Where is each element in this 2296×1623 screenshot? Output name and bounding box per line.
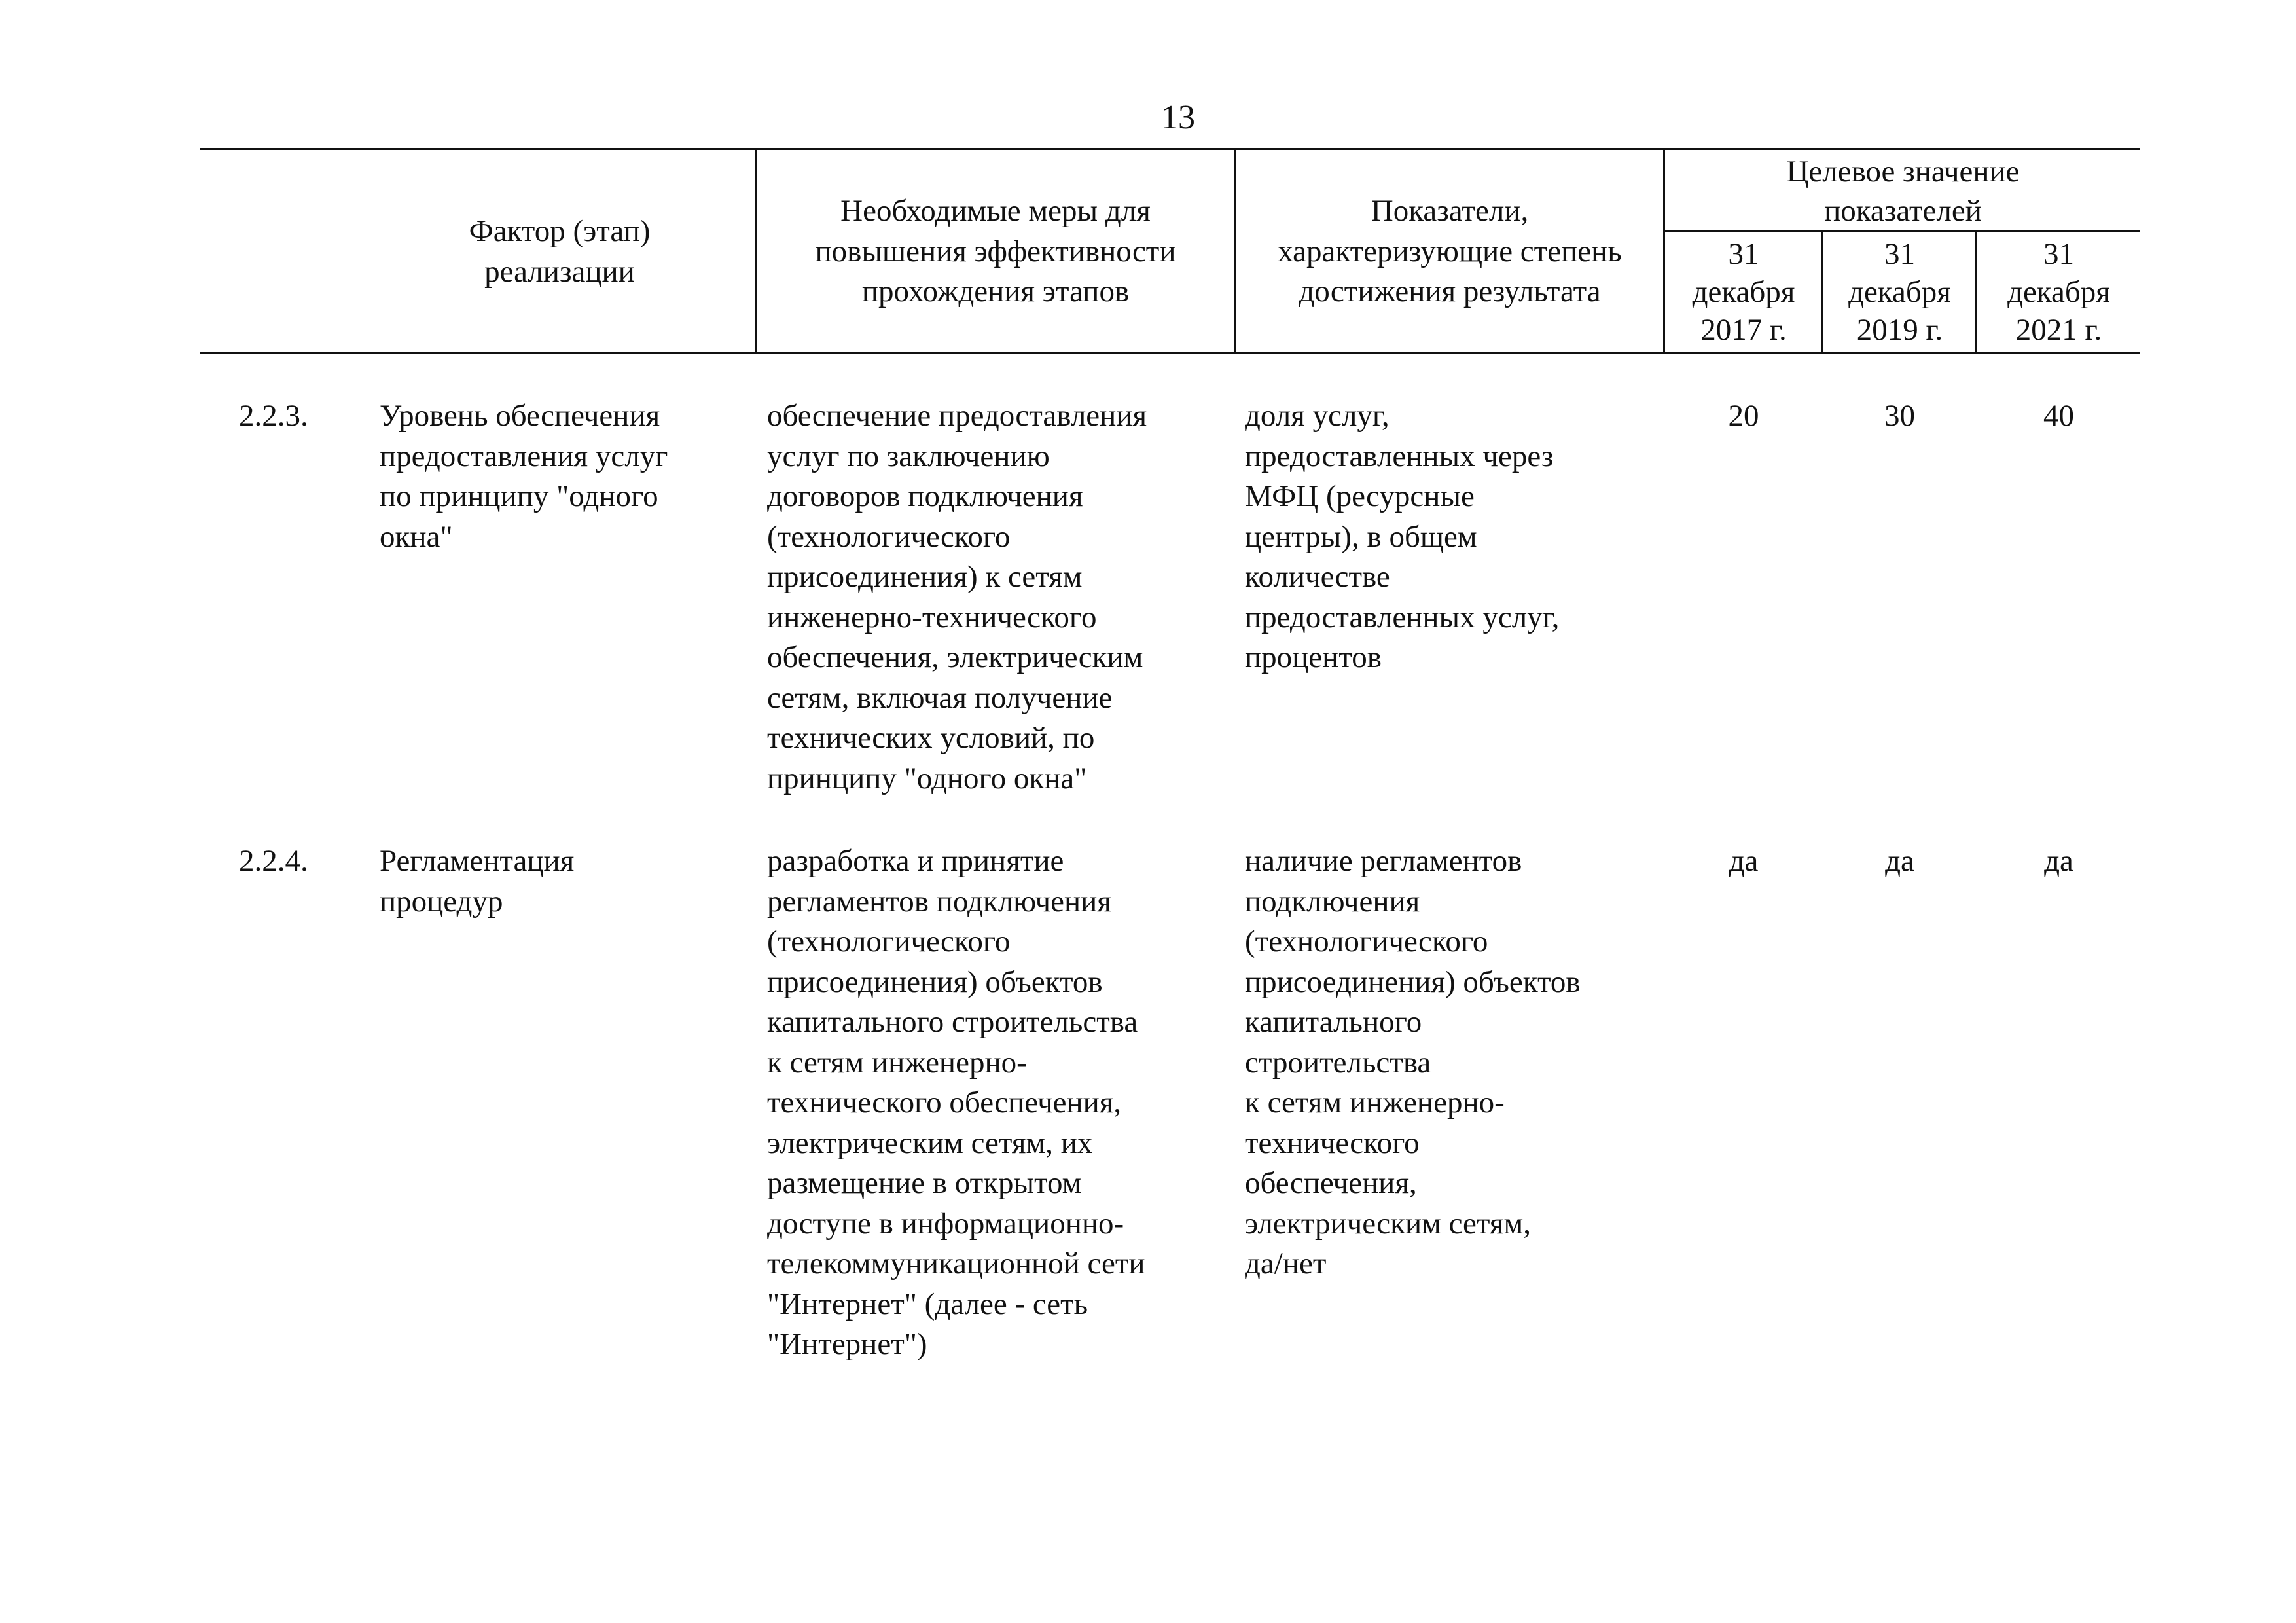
col-divider-5 — [1975, 230, 1977, 354]
header-factor: Фактор (этап) реализации — [469, 214, 651, 289]
row-value-2017: да — [1729, 844, 1759, 878]
header-top-rule — [200, 148, 2140, 150]
row-factor: Регламентация процедур — [380, 844, 575, 919]
row-value-2019: 30 — [1884, 399, 1915, 433]
target-subheader-rule — [1663, 230, 2140, 232]
row-measures: обеспечение предоставления услуг по заключению договоров подключения (технологического присоединения) к сетям инженерно-технического обеспечения, электрическим сетям, включая получение технических условий, по принципу "одного окна" — [767, 399, 1147, 795]
row-factor: Уровень обеспечения предоставления услуг по принципу "одного окна" — [380, 399, 668, 554]
header-date-2021: 31 декабря 2021 г. — [2007, 237, 2110, 347]
header-measures: Необходимые меры для повышения эффективности прохождения этапов — [815, 194, 1176, 308]
page-number: 13 — [1161, 99, 1195, 136]
row-measures: разработка и принятие регламентов подключения (технологического присоединения) объектов капитального строительства к сетям инженерно- технического обеспечения, электрическим сетям, их размещение в открытом доступе в информационно- телекоммуникационной сети "Интернет" (далее - сеть "Интернет") — [767, 844, 1145, 1361]
row-value-2021: 40 — [2043, 399, 2074, 433]
header-date-2019: 31 декабря 2019 г. — [1848, 237, 1951, 347]
row-number: 2.2.3. — [239, 399, 308, 433]
header-target: Целевое значение показателей — [1786, 155, 2020, 228]
row-number: 2.2.4. — [239, 844, 308, 878]
row-value-2019: да — [1885, 844, 1914, 878]
row-indicator: наличие регламентов подключения (технологического присоединения) объектов капитального строительства к сетям инженерно- технического обеспечения, электрическим сетям, да/нет — [1245, 844, 1581, 1281]
col-divider-4 — [1821, 230, 1823, 354]
col-divider-2 — [1234, 148, 1236, 354]
row-value-2021: да — [2044, 844, 2073, 878]
row-value-2017: 20 — [1728, 399, 1759, 433]
header-indicators: Показатели, характеризующие степень достижения результата — [1278, 194, 1622, 308]
col-divider-3 — [1663, 148, 1665, 354]
header-date-2017: 31 декабря 2017 г. — [1692, 237, 1795, 347]
header-bottom-rule — [200, 352, 2140, 354]
col-divider-1 — [755, 148, 757, 354]
row-indicator: доля услуг, предоставленных через МФЦ (ресурсные центры), в общем количестве предоставленных услуг, процентов — [1245, 399, 1560, 674]
